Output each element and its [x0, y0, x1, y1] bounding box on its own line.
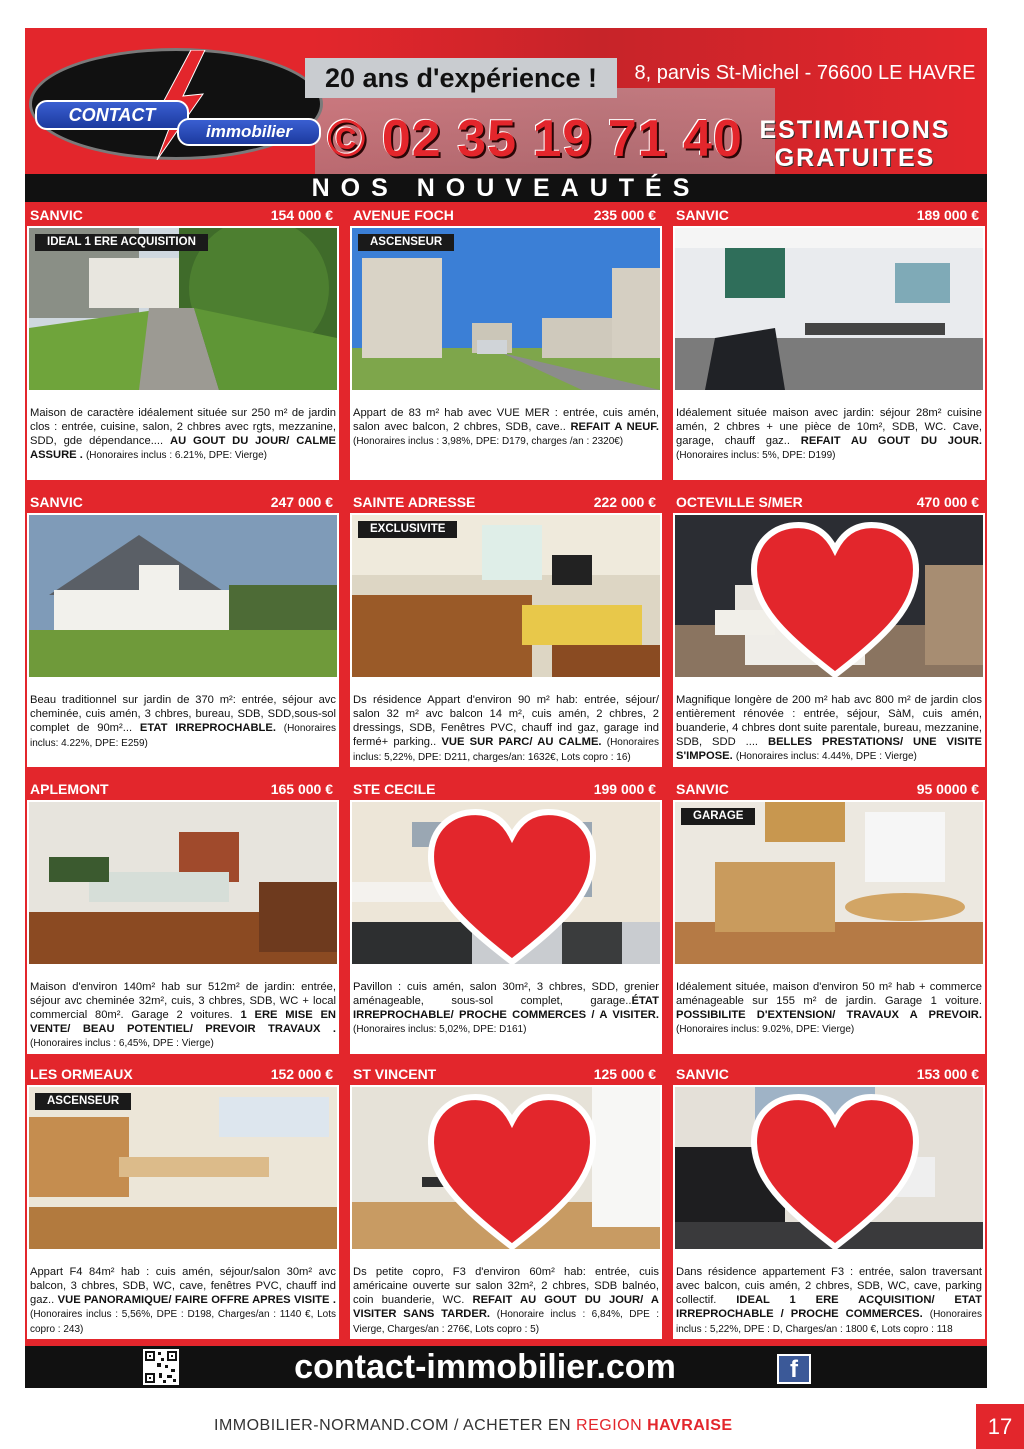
footer-acheter: ACHETER EN [462, 1417, 577, 1434]
listing-description [30, 693, 336, 751]
listing-fees: (Honoraires inclus: 5,22%, DPE: D211, charges/an: 1632€, Lots copro : 16) [353, 737, 659, 763]
listing-card[interactable] [673, 1063, 985, 1339]
patio-photo [675, 228, 983, 390]
website-link[interactable]: contact-immobilier.com [294, 1348, 676, 1386]
listing-description [30, 406, 336, 463]
garden-house-photo [29, 228, 337, 390]
description-highlight: VUE PANORAMIQUE/ FAIRE OFFRE APRES VISITE . [57, 1294, 336, 1306]
listings-grid [25, 204, 987, 1339]
listing-tag: GARAGE [681, 808, 755, 825]
page-number: 17 [976, 1404, 1024, 1449]
listing-fees: (Honoraires inclus: 5%, DPE: D199) [676, 450, 836, 461]
listing-photo[interactable] [29, 515, 337, 677]
free-estimations [737, 116, 973, 172]
listing-location: ST VINCENT [353, 1066, 437, 1082]
description-text: Magnifique longère de 200 m² hab avc 800 m² de jardin clos entièrement rénovée : entrée, séjour, SàM, cuis amén, buanderie, 4 chbres dont suite parentale, bureau, mezzanine, SDB, SDD .... [676, 694, 982, 748]
description-text: Appart de 83 m² hab avec VUE MER : entrée, cuis amén, salon avec balcon, 2 chbres, SDB, cave.. [353, 407, 659, 433]
listing-location: SANVIC [30, 494, 83, 510]
listing-location: SANVIC [676, 781, 729, 797]
description-text: Beau traditionnel sur jardin de 370 m²: entrée, séjour avc cheminée, cuis amén, 3 chbres, bureau, SDB, SDD,sous-sol complet de 90m²... [30, 694, 336, 734]
listing-location: OCTEVILLE S/MER [676, 494, 803, 510]
listing-header [27, 491, 339, 513]
listing-fees: (Honoraires inclus : 5,56%, DPE : D198, Charges/an : 1140 €, Lots copro : 243) [30, 1309, 336, 1335]
listing-photo[interactable] [675, 515, 983, 677]
listing-card[interactable] [27, 778, 339, 1054]
listing-fees: (Honoraires inclus : 3,98%, DPE: D179, charges /an : 2320€) [353, 436, 624, 447]
description-text: Maison de caractère idéalement située sur 250 m² de jardin clos : entrée, cuisine, salon, 2 chbres avec rgts, mezzanine, SDD, gde dépendance.... [30, 407, 336, 447]
listing-photo[interactable] [675, 802, 983, 964]
heart-icon [358, 808, 660, 964]
listing-card[interactable] [27, 204, 339, 480]
listing-card[interactable] [350, 1063, 662, 1339]
description-highlight: REFAIT AU GOUT DU JOUR/ A VISITER SANS TARDER. [353, 1294, 659, 1320]
facebook-glyph: f [779, 1356, 809, 1382]
listing-location: AVENUE FOCH [353, 207, 454, 223]
description-highlight: BELLES PRESTATIONS/ UNE VISITE S'IMPOSE. [676, 736, 982, 762]
listing-photo[interactable] [352, 802, 660, 964]
website-footer [25, 1346, 987, 1388]
description-text: Idéalement située maison avec jardin: séjour 28m² cuisine amén, 2 chbres + une pièce de 10m², SDB, WC. Cave, garage, chauff gaz.. [676, 407, 982, 447]
listing-photo[interactable] [675, 1087, 983, 1249]
listing-fees: (Honoraires inclus : 5,22%, DPE : D, Charges/an : 1800 €, Lots copro : 118 [676, 1309, 982, 1335]
publication-site[interactable]: IMMOBILIER-NORMAND.COM [214, 1417, 449, 1434]
description-text: Ds résidence Appart d'environ 90 m² hab: entrée, séjour/ salon 32 m² avc balcon 14 m², cuis amén, 2 chbres, 2 dressings, SDB, Fenêtres PVC, chauff ind gaz, garage ind fermé+ parking.. [353, 694, 659, 748]
agency-logo[interactable] [29, 42, 319, 160]
listing-price: 222 000 € [593, 494, 656, 510]
publication-footer [214, 1412, 774, 1440]
footer-region: REGION [576, 1417, 648, 1434]
listing-description [353, 406, 659, 449]
listing-header [27, 204, 339, 226]
listing-location: SAINTE ADRESSE [353, 494, 476, 510]
heart-icon [681, 521, 983, 677]
description-highlight: REFAIT A NEUF. [570, 421, 659, 433]
listing-fees: (Honoraires inclus : 6.21%, DPE: Vierge) [85, 450, 267, 461]
listing-price: 235 000 € [593, 207, 656, 223]
listing-description [676, 980, 982, 1037]
description-text: Idéalement située, maison d'environ 50 m² hab + commerce aménageable sur 155 m² de jardin. Garage 1 voiture. [676, 981, 982, 1007]
listing-card[interactable] [673, 491, 985, 767]
listing-tag: ASCENSEUR [35, 1093, 131, 1110]
listing-header [673, 778, 985, 800]
listing-header [350, 204, 662, 226]
listing-photo[interactable] [29, 802, 337, 964]
description-highlight: 1 ERE MISE EN VENTE/ BEAU POTENTIEL/ PREVOIR TRAVAUX . [30, 1009, 336, 1035]
experience-tagline: 20 ans d'expérience ! [305, 58, 617, 98]
logo-immobilier-text: immobilier [177, 118, 321, 146]
estimations-line-1: ESTIMATIONS [759, 116, 951, 144]
listing-location: SANVIC [30, 207, 83, 223]
logo-contact-text: CONTACT [35, 100, 189, 130]
listing-card[interactable] [350, 204, 662, 480]
description-highlight: IDEAL 1 ERE ACQUISITION/ ETAT IRREPROCHABLE / PROCHE COMMERCES. [676, 1294, 982, 1320]
description-text: Pavillon : cuis amén, salon 30m², 3 chbres, SDD, grenier aménageable, sous-sol complet, garage.. [353, 981, 659, 1007]
listing-location: LES ORMEAUX [30, 1066, 133, 1082]
listing-header [673, 204, 985, 226]
listing-price: 189 000 € [916, 207, 979, 223]
description-highlight: VUE SUR PARC/ AU CALME. [441, 736, 602, 748]
listing-price: 154 000 € [270, 207, 333, 223]
listing-price: 247 000 € [270, 494, 333, 510]
listing-price: 95 0000 € [916, 781, 979, 797]
kitchen-photo [352, 515, 660, 677]
footer-separator: / [449, 1417, 463, 1434]
listing-description [676, 1265, 982, 1337]
description-highlight: POSSIBILITE D'EXTENSION/ TRAVAUX A PREVOIR. [676, 1009, 982, 1021]
listing-fees: (Honoraires inclus: 9.02%, DPE: Vierge) [676, 1024, 855, 1035]
description-highlight: ÉTAT IRREPROCHABLE/ PROCHE COMMERCES / A VISITER. [353, 995, 659, 1021]
listing-fees: (Honoraires inclus: 4.44%, DPE : Vierge) [735, 751, 917, 762]
listing-description [676, 406, 982, 463]
description-highlight: REFAIT AU GOUT DU JOUR. [800, 435, 983, 447]
listing-tag: EXCLUSIVITE [358, 521, 457, 538]
page-sheet [25, 28, 987, 1388]
apartment-dining-photo [29, 1087, 337, 1249]
small-kitchen-photo [675, 802, 983, 964]
listing-location: STE CECILE [353, 781, 436, 797]
listing-header [350, 778, 662, 800]
listing-price: 470 000 € [916, 494, 979, 510]
listing-card[interactable] [673, 778, 985, 1054]
listing-photo[interactable] [675, 228, 983, 390]
listing-price: 153 000 € [916, 1066, 979, 1082]
listing-header [350, 491, 662, 513]
listing-price: 165 000 € [270, 781, 333, 797]
listing-price: 152 000 € [270, 1066, 333, 1082]
listing-header [673, 491, 985, 513]
dining-room-photo [29, 802, 337, 964]
listing-card[interactable] [350, 778, 662, 1054]
new-listings-banner: NOS NOUVEAUTÉS [25, 174, 987, 202]
listing-header [673, 1063, 985, 1085]
traditional-house-photo [29, 515, 337, 677]
agency-phone[interactable]: © 02 35 19 71 40 [327, 110, 743, 168]
listing-photo[interactable] [29, 1087, 337, 1249]
listing-header [350, 1063, 662, 1085]
footer-havraise: HAVRAISE [647, 1417, 733, 1434]
listing-header [27, 1063, 339, 1085]
listing-fees: (Honoraire inclus : 6,84%, DPE : Vierge, Charges/an : 276€, Lots copro : 5) [353, 1309, 659, 1335]
listing-location: SANVIC [676, 207, 729, 223]
facebook-icon[interactable] [777, 1354, 811, 1384]
listing-tag: IDEAL 1 ERE ACQUISITION [35, 234, 208, 251]
listing-description [353, 693, 659, 765]
listing-description [353, 980, 659, 1037]
heart-icon [358, 1093, 660, 1249]
heart-icon [681, 1093, 983, 1249]
heart-icon [610, 234, 660, 390]
listing-card[interactable] [27, 491, 339, 767]
listing-price: 199 000 € [593, 781, 656, 797]
description-highlight: ETAT IRREPROCHABLE. [139, 722, 276, 734]
listing-photo[interactable] [29, 228, 337, 390]
description-text: Dans résidence appartement F3 : entrée, salon traversant avec balcon, cuis amén, 2 chbres, SDB, WC, cave, parking collectif. [676, 1266, 982, 1306]
description-highlight: AU GOUT DU JOUR/ CALME ASSURE . [30, 435, 336, 461]
estimations-line-2: GRATUITES [774, 144, 936, 172]
listing-fees: (Honoraires inclus : 6,45%, DPE : Vierge) [30, 1038, 214, 1049]
listing-description [353, 1265, 659, 1337]
listing-description [30, 980, 336, 1051]
listing-photo[interactable] [352, 228, 660, 390]
description-text: Maison d'environ 140m² hab sur 512m² de jardin: entrée, séjour avc cheminée 32m², cuis, 3 chbres, SDB, WC + local commercial 80m². Garage 2 voitures. [30, 981, 336, 1021]
listing-photo[interactable] [352, 1087, 660, 1249]
listing-card[interactable] [673, 204, 985, 480]
listing-description [30, 1265, 336, 1337]
listing-header [27, 778, 339, 800]
listing-card[interactable] [27, 1063, 339, 1339]
agency-address: 8, parvis St-Michel - 76600 LE HAVRE [634, 62, 976, 84]
agency-header [25, 28, 987, 174]
listing-fees: (Honoraires inclus: 5,02%, DPE: D161) [353, 1024, 527, 1035]
listing-description [676, 693, 982, 764]
description-text: Ds petite copro, F3 d'environ 60m² hab: entrée, cuis américaine ouverte sur salon 32m², 2 chbres, SDB balnéo, coin buanderie, WC. [353, 1266, 659, 1306]
listing-card[interactable] [350, 491, 662, 767]
listing-location: SANVIC [676, 1066, 729, 1082]
listing-location: APLEMONT [30, 781, 109, 797]
description-text: Appart F4 84m² hab : cuis amén, séjour/salon 30m² avc balcon, 3 chbres, SDB, WC, cave, fenêtres PVC, chauff ind gaz.. [30, 1266, 336, 1306]
listing-fees: (Honoraires inclus: 4.22%, DPE: E259) [30, 723, 336, 749]
listing-photo[interactable] [352, 515, 660, 677]
listing-tag: ASCENSEUR [358, 234, 454, 251]
listing-price: 125 000 € [593, 1066, 656, 1082]
qr-code-icon[interactable] [143, 1349, 179, 1385]
